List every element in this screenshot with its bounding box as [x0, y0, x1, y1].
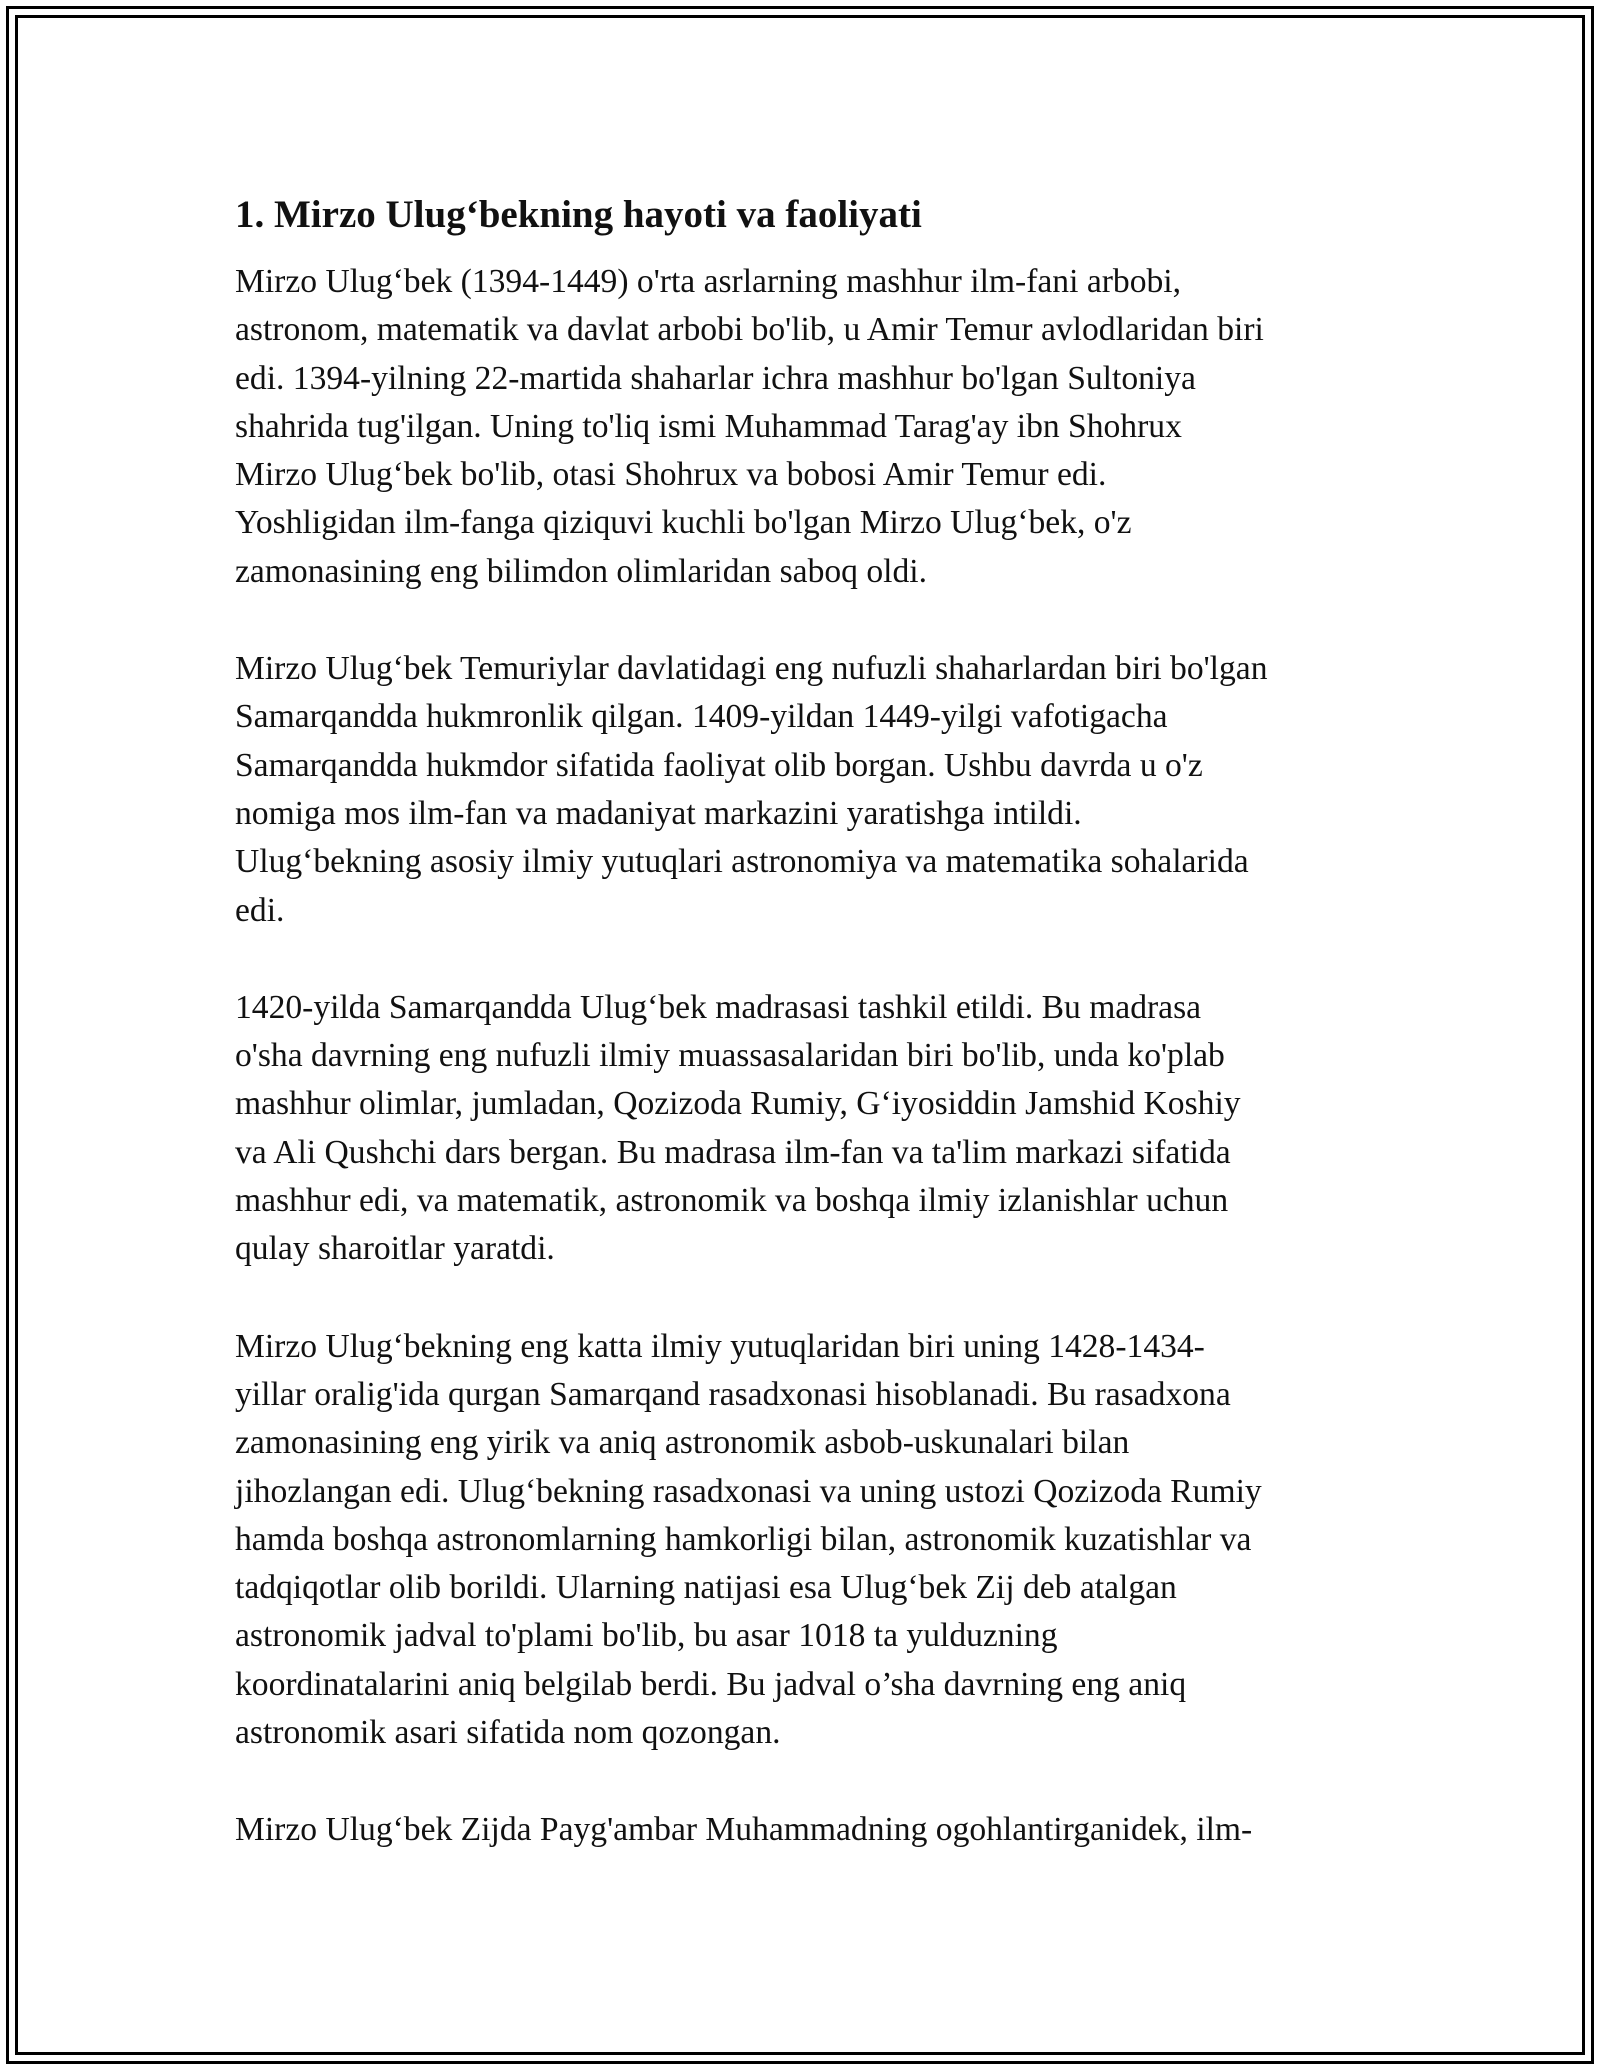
paragraph-3	[235, 984, 1395, 1274]
text-line: Samarqandda hukmronlik qilgan. 1409-yildan 1449-yilgi vafotigacha	[235, 698, 1168, 736]
text-line: yillar oralig'ida qurgan Samarqand rasadxonasi hisoblanadi. Bu rasadxona	[235, 1375, 1231, 1413]
text-line: hamda boshqa astronomlarning hamkorligi bilan, astronomik kuzatishlar va	[235, 1520, 1252, 1558]
paragraph-1	[235, 258, 1395, 596]
text-line: Ulug‘bekning asosiy ilmiy yutuqlari astronomiya va matematika sohalarida	[235, 843, 1249, 881]
text-line: zamonasining eng yirik va aniq astronomik asbob-uskunalari bilan	[235, 1424, 1130, 1462]
text-line: shahrida tug'ilgan. Uning to'liq ismi Muhammad Tarag'ay ibn Shohrux	[235, 407, 1182, 445]
text-line: jihozlangan edi. Ulug‘bekning rasadxonasi va uning ustozi Qozizoda Rumiy	[235, 1472, 1262, 1510]
text-line: Samarqandda hukmdor sifatida faoliyat olib borgan. Ushbu davrda u o'z	[235, 746, 1203, 784]
text-line: Mirzo Ulug‘bek bo'lib, otasi Shohrux va bobosi Amir Temur edi.	[235, 456, 1107, 494]
document-body	[235, 178, 1395, 1904]
paragraph-4	[235, 1323, 1395, 1758]
text-line: 1420-yilda Samarqandda Ulug‘bek madrasasi tashkil etildi. Bu madrasa	[235, 988, 1202, 1026]
paragraph-5	[235, 1806, 1395, 1854]
text-line: edi. 1394-yilning 22-martida shaharlar ichra mashhur bo'lgan Sultoniya	[235, 359, 1196, 397]
text-line: o'sha davrning eng nufuzli ilmiy muassasalaridan biri bo'lib, unda ko'plab	[235, 1037, 1225, 1075]
text-line: va Ali Qushchi dars bergan. Bu madrasa ilm-fan va ta'lim markazi sifatida	[235, 1133, 1231, 1171]
text-line: edi.	[235, 891, 285, 929]
text-line: zamonasining eng bilimdon olimlaridan saboq oldi.	[235, 552, 927, 590]
text-line: Mirzo Ulug‘bek Temuriylar davlatidagi eng nufuzli shaharlardan biri bo'lgan	[235, 650, 1268, 688]
text-line: koordinatalarini aniq belgilab berdi. Bu jadval o’sha davrning eng aniq	[235, 1665, 1187, 1703]
text-line: tadqiqotlar olib borildi. Ularning natijasi esa Ulug‘bek Zij deb atalgan	[235, 1569, 1177, 1607]
section-heading: 1. Mirzo Ulug‘bekning hayoti va faoliyati	[235, 193, 922, 236]
text-line: mashhur olimlar, jumladan, Qozizoda Rumiy, G‘iyosiddin Jamshid Koshiy	[235, 1085, 1241, 1123]
text-line: qulay sharoitlar yaratdi.	[235, 1230, 555, 1268]
text-line: Mirzo Ulug‘bekning eng katta ilmiy yutuqlaridan biri uning 1428-1434-	[235, 1327, 1205, 1365]
text-line: Yoshligidan ilm-fanga qiziquvi kuchli bo'lgan Mirzo Ulug‘bek, o'z	[235, 504, 1132, 542]
text-line: Mirzo Ulug‘bek Zijda Payg'ambar Muhammadning ogohlantirganidek, ilm-	[235, 1811, 1253, 1849]
text-line: astronom, matematik va davlat arbobi bo'lib, u Amir Temur avlodlaridan biri	[235, 311, 1264, 349]
text-line: Mirzo Ulug‘bek (1394-1449) o'rta asrlarning mashhur ilm-fani arbobi,	[235, 263, 1181, 300]
text-line: astronomik asari sifatida nom qozongan.	[235, 1714, 781, 1752]
text-line: mashhur edi, va matematik, astronomik va boshqa ilmiy izlanishlar uchun	[235, 1182, 1229, 1220]
paragraph-2	[235, 645, 1395, 935]
text-line: nomiga mos ilm-fan va madaniyat markazini yaratishga intildi.	[235, 794, 1082, 832]
text-line: astronomik jadval to'plami bo'lib, bu asar 1018 ta yulduzning	[235, 1617, 1058, 1655]
